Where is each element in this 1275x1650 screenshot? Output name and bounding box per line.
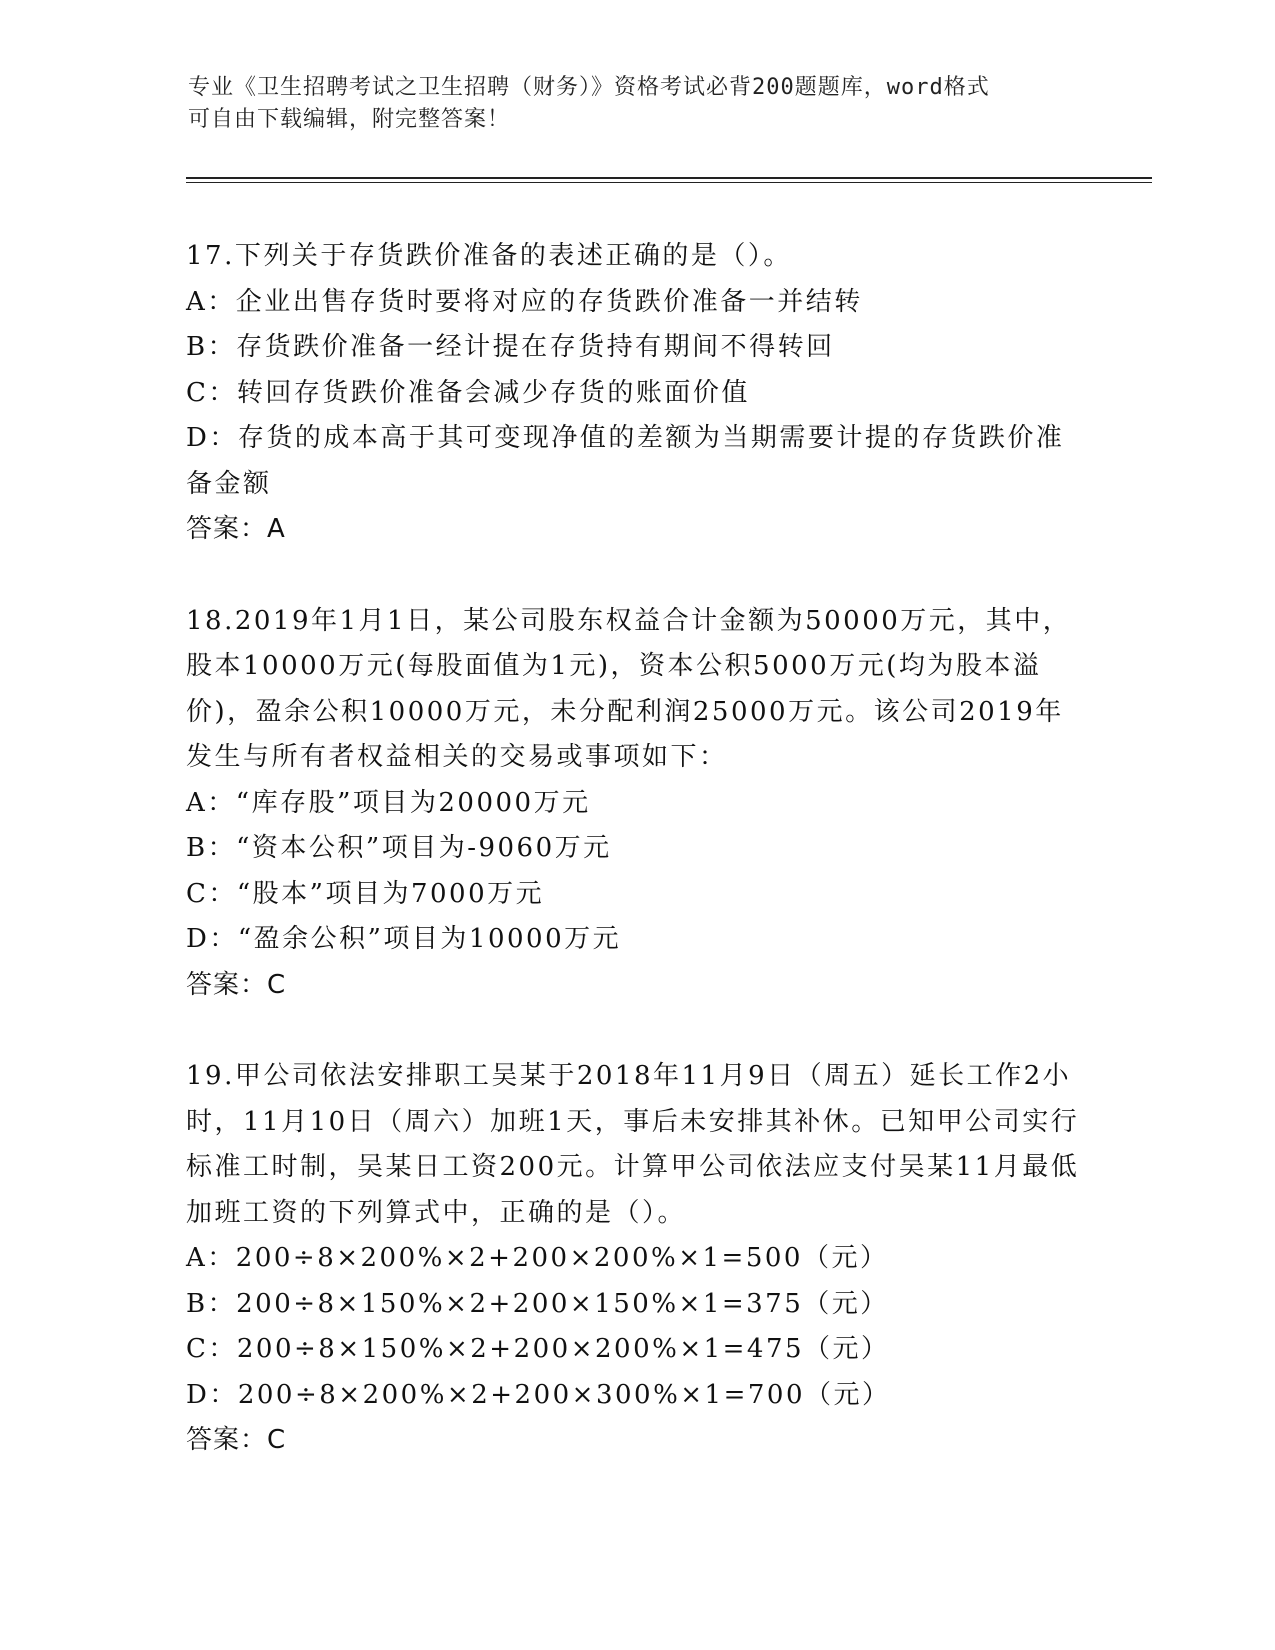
question-19 bbox=[186, 1054, 1086, 1464]
question-text: 17.下列关于存货跌价准备的表述正确的是（）。 bbox=[186, 241, 792, 271]
option-d: D：“盈余公积”项目为10000万元 bbox=[186, 924, 622, 954]
question-list bbox=[186, 234, 1086, 1510]
document-header bbox=[188, 72, 1068, 136]
question-17 bbox=[186, 234, 1086, 553]
question-text: 18.2019年1月1日，某公司股东权益合计金额为50000万元，其中，股本10000万元(每股面值为1元)，资本公积5000万元(均为股本溢价)，盈余公积10000万元，未分配利润25000万元。该公司2019年发生与所有者权益相关的交易或事项如下： bbox=[186, 605, 1072, 772]
header-rule-thin bbox=[186, 182, 1152, 183]
option-b: B：存货跌价准备一经计提在存货持有期间不得转回 bbox=[186, 332, 835, 362]
answer: 答案：C bbox=[186, 969, 287, 1000]
header-line-1: 专业《卫生招聘考试之卫生招聘（财务）》资格考试必背200题题库，word格式 bbox=[188, 75, 990, 100]
option-a: A：200÷8×200%×2+200×200%×1=500（元） bbox=[186, 1243, 889, 1273]
option-b: B：200÷8×150%×2+200×150%×1=375（元） bbox=[186, 1288, 889, 1319]
question-18 bbox=[186, 599, 1086, 1009]
answer: 答案：C bbox=[186, 1425, 287, 1455]
header-line-2: 可自由下载编辑，附完整答案！ bbox=[188, 107, 511, 132]
option-c: C：200÷8×150%×2+200×200%×1=475（元） bbox=[186, 1334, 890, 1364]
option-d: D：存货的成本高于其可变现净值的差额为当期需要计提的存货跌价准备金额 bbox=[186, 423, 1065, 499]
option-b: B：“资本公积”项目为-9060万元 bbox=[186, 833, 612, 863]
option-c: C：转回存货跌价准备会减少存货的账面价值 bbox=[186, 377, 750, 408]
header-rule bbox=[186, 177, 1152, 179]
option-d: D：200÷8×200%×2+200×300%×1=700（元） bbox=[186, 1379, 891, 1410]
option-a: A：企业出售存货时要将对应的存货跌价准备一并结转 bbox=[186, 286, 863, 317]
option-a: A：“库存股”项目为20000万元 bbox=[186, 787, 591, 818]
question-text: 19.甲公司依法安排职工吴某于2018年11月9日（周五）延长工作2小时，11月10日（周六）加班1天，事后未安排其补休。已知甲公司实行标准工时制，吴某日工资200元。计算甲公司依法应支付吴某11月最低加班工资的下列算式中，正确的是（）。 bbox=[186, 1061, 1080, 1228]
answer: 答案：A bbox=[186, 514, 286, 544]
option-c: C：“股本”项目为7000万元 bbox=[186, 878, 545, 909]
